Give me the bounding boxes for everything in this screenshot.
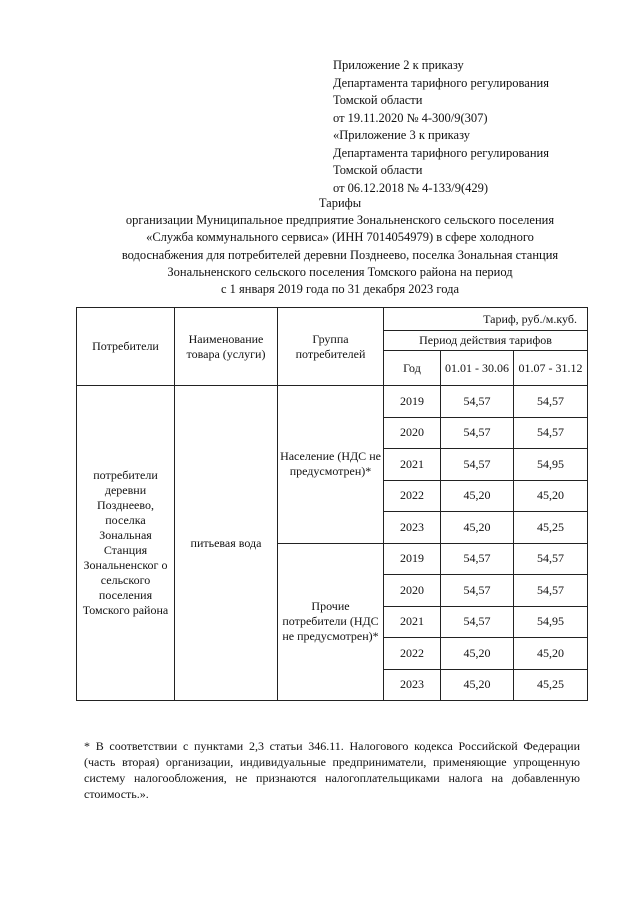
tariff-second-half-cell: 54,57 (514, 575, 588, 607)
appendix-line: «Приложение 3 к приказу (333, 128, 471, 142)
header-group: Группа потребителей (278, 308, 384, 386)
tariff-second-half-cell: 54,95 (514, 449, 588, 481)
header-tariff: Тариф, руб./м.куб. (384, 308, 588, 331)
header-second-half: 01.07 - 31.12 (514, 351, 588, 386)
year-cell: 2022 (384, 480, 441, 512)
tariff-first-half-cell: 54,57 (441, 575, 514, 607)
year-cell: 2021 (384, 606, 441, 638)
appendix-line: Приложение 2 к приказу (333, 58, 464, 72)
appendix-block (333, 57, 549, 197)
tariff-table (76, 307, 588, 701)
document-title (60, 195, 620, 298)
footnote: * В соответствии с пунктами 2,3 статьи 346.11. Налогового кодекса Российской Федерации (часть вторая) организации, индивидуальные предприниматели, применяющие упрощенную систему налогообложения, не признаются налогоплательщиками налога на добавленную стоимость.». (84, 739, 580, 801)
tariff-second-half-cell: 45,25 (514, 512, 588, 544)
tariff-first-half-cell: 45,20 (441, 512, 514, 544)
title-line: организации Муниципальное предприятие Зональненского сельского поселения (125, 213, 555, 228)
tariff-second-half-cell: 54,57 (514, 417, 588, 449)
header-first-half: 01.01 - 30.06 (441, 351, 514, 386)
title-heading: Тарифы (318, 196, 362, 210)
title-line: Зональненского сельского поселения Томского района на период (167, 264, 513, 279)
tariff-second-half-cell: 45,25 (514, 669, 588, 701)
tariff-first-half-cell: 54,57 (441, 417, 514, 449)
tariff-first-half-cell: 54,57 (441, 449, 514, 481)
tariff-first-half-cell: 54,57 (441, 386, 514, 418)
header-period: Период действия тарифов (384, 331, 588, 351)
consumer-cell: потребители деревни Позднеево, поселка Зональная Станция Зональненског о сельского поселения Томского района (77, 386, 175, 701)
tariff-second-half-cell: 54,57 (514, 386, 588, 418)
tariff-second-half-cell: 54,57 (514, 543, 588, 575)
year-cell: 2020 (384, 417, 441, 449)
appendix-line: Томской области (333, 163, 423, 177)
tariff-first-half-cell: 45,20 (441, 480, 514, 512)
header-product: Наименование товара (услуги) (175, 308, 278, 386)
table-row (77, 386, 588, 418)
appendix-line: Департамента тарифного регулирования (333, 75, 549, 90)
tariff-second-half-cell: 54,95 (514, 606, 588, 638)
title-line: водоснабжения для потребителей деревни Позднеево, поселка Зональная станция (121, 247, 559, 262)
tariff-second-half-cell: 45,20 (514, 480, 588, 512)
year-cell: 2021 (384, 449, 441, 481)
group-cell: Население (НДС не предусмотрен)* (278, 386, 384, 544)
tariff-second-half-cell: 45,20 (514, 638, 588, 670)
header-consumers: Потребители (77, 308, 175, 386)
appendix-line: от 19.11.2020 № 4-300/9(307) (333, 110, 488, 125)
appendix-line: от 06.12.2018 № 4-133/9(429) (333, 180, 489, 195)
year-cell: 2023 (384, 512, 441, 544)
product-cell: питьевая вода (175, 386, 278, 701)
header-year: Год (384, 351, 441, 386)
year-cell: 2020 (384, 575, 441, 607)
appendix-line: Томской области (333, 93, 423, 107)
tariff-first-half-cell: 54,57 (441, 606, 514, 638)
year-cell: 2019 (384, 386, 441, 418)
tariff-first-half-cell: 45,20 (441, 669, 514, 701)
title-line: с 1 января 2019 года по 31 декабря 2023 года (220, 282, 459, 297)
year-cell: 2023 (384, 669, 441, 701)
year-cell: 2019 (384, 543, 441, 575)
tariff-first-half-cell: 45,20 (441, 638, 514, 670)
title-line: «Служба коммунального сервиса» (ИНН 7014054979) в сфере холодного (146, 230, 534, 245)
appendix-line: Департамента тарифного регулирования (333, 145, 549, 160)
group-cell: Прочие потребители (НДС не предусмотрен)* (278, 543, 384, 701)
year-cell: 2022 (384, 638, 441, 670)
tariff-first-half-cell: 54,57 (441, 543, 514, 575)
